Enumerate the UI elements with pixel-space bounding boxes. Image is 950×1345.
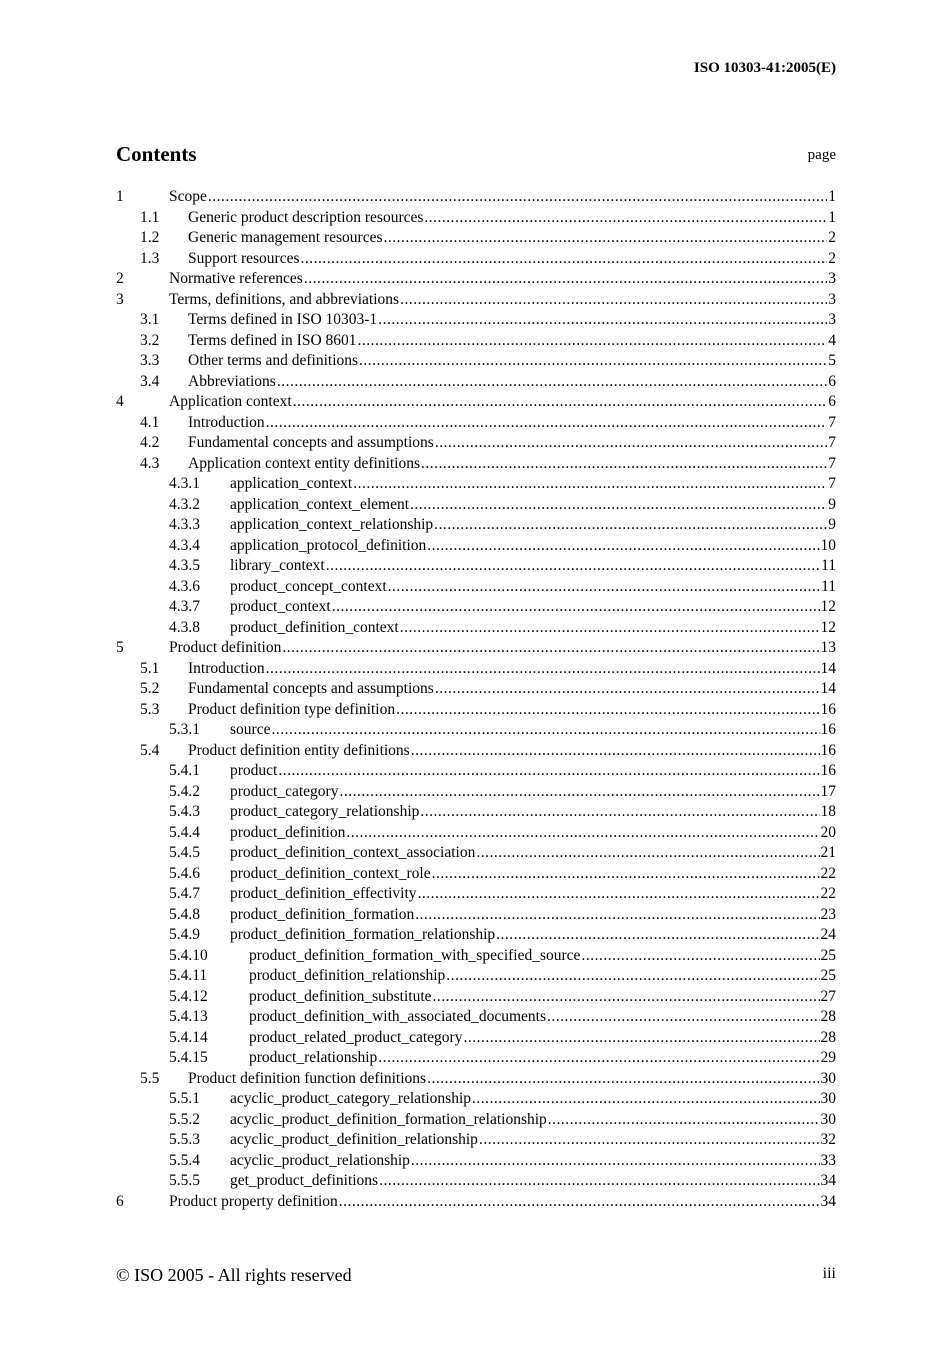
- toc-entry-number: 4.3: [140, 454, 160, 472]
- toc-leader-dots: [446, 966, 819, 987]
- toc-entry-number: 1.1: [140, 208, 160, 226]
- toc-leader-dots: [433, 987, 820, 1008]
- toc-entry-page: 24: [820, 926, 836, 943]
- toc-leader-dots: [378, 310, 827, 331]
- toc-entry-title: Other terms and definitions: [188, 352, 359, 369]
- toc-entry-page: 6: [828, 393, 836, 410]
- toc-entry-title: Product definition: [169, 639, 282, 656]
- toc-entry-page: 9: [828, 516, 836, 533]
- toc-leader-dots: [271, 720, 819, 741]
- toc-entry[interactable]: [116, 925, 836, 946]
- toc-entry[interactable]: [116, 556, 836, 577]
- toc-entry-number: 5.4.2: [169, 782, 200, 800]
- toc-entry-page: 1: [828, 188, 836, 205]
- toc-entry[interactable]: [116, 187, 836, 208]
- toc-entry-page: 18: [820, 803, 836, 820]
- toc-entry-page: 30: [820, 1090, 836, 1107]
- toc-entry-number: 4.3.8: [169, 618, 200, 636]
- toc-entry[interactable]: [116, 269, 836, 290]
- toc-leader-dots: [547, 1007, 819, 1028]
- toc-entry-page: 30: [820, 1110, 836, 1128]
- toc-entry-number: 5.4.12: [169, 987, 208, 1005]
- toc-entry-title: acyclic_product_category_relationship: [230, 1090, 472, 1107]
- toc-entry[interactable]: [116, 946, 836, 967]
- toc-entry-page: 14: [820, 659, 836, 677]
- toc-entry-page: 16: [820, 721, 836, 738]
- toc-entry[interactable]: [116, 372, 836, 393]
- toc-entry[interactable]: [116, 474, 836, 495]
- toc-entry[interactable]: [116, 638, 836, 659]
- toc-entry-number: 4.3.2: [169, 495, 200, 513]
- toc-entry-title: acyclic_product_relationship: [230, 1151, 410, 1169]
- toc-entry-number: 5.4.14: [169, 1028, 208, 1046]
- toc-entry-page: 28: [820, 1028, 836, 1046]
- toc-entry-page: 10: [820, 536, 836, 554]
- toc-leader-dots: [427, 1069, 819, 1090]
- toc-entry-page: 12: [820, 598, 836, 615]
- toc-leader-dots: [415, 905, 819, 926]
- toc-entry-title: product_definition_with_associated_documents: [249, 1008, 547, 1025]
- toc-entry[interactable]: [116, 987, 836, 1008]
- toc-entry-number: 5.1: [140, 659, 160, 677]
- toc-entry[interactable]: [116, 577, 836, 598]
- toc-entry-title: Normative references: [169, 270, 303, 287]
- toc-entry-page: 7: [828, 475, 836, 492]
- toc-leader-dots: [411, 1151, 820, 1172]
- toc-entry[interactable]: [116, 679, 836, 700]
- toc-entry-number: 5.4.10: [169, 946, 208, 964]
- toc-entry-number: 5.5.5: [169, 1172, 200, 1189]
- toc-leader-dots: [266, 413, 828, 434]
- toc-entry-number: 5.5.3: [169, 1131, 200, 1148]
- toc-leader-dots: [400, 618, 820, 639]
- toc-entry-title: Generic management resources: [188, 229, 383, 246]
- toc-entry-title: Application context: [169, 393, 292, 410]
- toc-entry-number: 4.3.1: [169, 475, 200, 492]
- toc-entry[interactable]: [116, 1048, 836, 1069]
- toc-leader-dots: [435, 433, 827, 454]
- toc-leader-dots: [326, 556, 820, 577]
- toc-entry-page: 11: [821, 577, 836, 595]
- toc-entry-title: Introduction: [188, 659, 265, 677]
- toc-entry-page: 9: [828, 495, 836, 513]
- toc-leader-dots: [410, 495, 827, 516]
- toc-entry-title: product_definition_effectivity: [230, 885, 417, 902]
- toc-entry-page: 23: [820, 905, 836, 923]
- toc-entry-page: 4: [828, 331, 836, 349]
- toc-entry-number: 5.3.1: [169, 721, 200, 738]
- toc-entry[interactable]: [116, 331, 836, 352]
- toc-entry[interactable]: [116, 1171, 836, 1192]
- toc-entry-title: acyclic_product_definition_relationship: [230, 1131, 478, 1148]
- toc-entry-number: 4.3.6: [169, 577, 200, 595]
- toc-leader-dots: [435, 679, 820, 700]
- toc-entry[interactable]: [116, 905, 836, 926]
- toc-leader-dots: [472, 1089, 819, 1110]
- toc-leader-dots: [396, 700, 819, 721]
- toc-entry-title: product_definition_context_association: [230, 844, 476, 861]
- toc-entry-title: Terms defined in ISO 8601: [188, 331, 357, 349]
- toc-entry[interactable]: [116, 823, 836, 844]
- toc-entry[interactable]: [116, 536, 836, 557]
- toc-entry-page: 3: [828, 270, 836, 287]
- toc-entry-title: product_definition_formation_with_specified_source: [249, 946, 581, 964]
- page-column-label: page: [807, 147, 836, 163]
- toc-entry-page: 22: [820, 885, 836, 902]
- toc-leader-dots: [388, 577, 820, 598]
- toc-leader-dots: [359, 351, 827, 372]
- toc-leader-dots: [378, 1048, 819, 1069]
- toc-entry-page: 21: [820, 844, 836, 861]
- toc-entry-page: 16: [820, 741, 836, 759]
- toc-entry[interactable]: [116, 1028, 836, 1049]
- toc-entry-number: 1.2: [140, 229, 160, 246]
- toc-entry[interactable]: [116, 1069, 836, 1090]
- toc-entry-page: 14: [820, 680, 836, 697]
- toc-entry-number: 4.2: [140, 434, 160, 451]
- toc-entry-number: 4.3.7: [169, 598, 200, 615]
- toc-entry[interactable]: [116, 351, 836, 372]
- toc-entry-title: source: [230, 721, 271, 738]
- toc-entry-title: application_context_element: [230, 495, 410, 513]
- toc-entry-number: 5.5.1: [169, 1090, 200, 1107]
- toc-entry-page: 32: [820, 1131, 836, 1148]
- toc-entry[interactable]: [116, 310, 836, 331]
- toc-leader-dots: [339, 1192, 820, 1213]
- toc-entry-title: Introduction: [188, 413, 265, 431]
- toc-entry[interactable]: [116, 495, 836, 516]
- toc-leader-dots: [418, 884, 820, 905]
- toc-entry[interactable]: [116, 454, 836, 475]
- toc-entry-page: 22: [820, 864, 836, 882]
- toc-entry-number: 5: [116, 639, 124, 656]
- copyright-notice: © ISO 2005 - All rights reserved: [116, 1265, 352, 1285]
- toc-leader-dots: [476, 843, 819, 864]
- toc-entry-title: product_category: [230, 782, 339, 800]
- toc-entry-title: get_product_definitions: [230, 1172, 379, 1189]
- toc-entry-number: 3.2: [140, 331, 160, 349]
- toc-entry-number: 4.3.4: [169, 536, 200, 554]
- toc-entry-title: product_related_product_category: [249, 1028, 463, 1046]
- toc-entry-title: product_relationship: [249, 1049, 378, 1066]
- toc-entry-page: 7: [828, 454, 836, 472]
- table-of-contents: [116, 187, 836, 1212]
- toc-entry-page: 1: [828, 208, 836, 226]
- toc-leader-dots: [278, 761, 819, 782]
- toc-leader-dots: [424, 208, 827, 229]
- toc-entry-number: 4.3.5: [169, 557, 200, 574]
- toc-entry[interactable]: [116, 208, 836, 229]
- toc-leader-dots: [332, 597, 820, 618]
- toc-entry[interactable]: [116, 700, 836, 721]
- toc-leader-dots: [277, 372, 827, 393]
- toc-entry-page: 33: [820, 1151, 836, 1169]
- toc-leader-dots: [421, 454, 827, 475]
- page-number: iii: [822, 1265, 836, 1282]
- toc-entry-number: 5.4.4: [169, 823, 200, 841]
- toc-entry-number: 5.3: [140, 700, 160, 718]
- toc-leader-dots: [208, 187, 827, 208]
- toc-entry-number: 6: [116, 1192, 124, 1210]
- toc-entry-title: Support resources: [188, 249, 300, 267]
- toc-entry-title: Terms, definitions, and abbreviations: [169, 290, 400, 308]
- toc-entry-number: 5.4.11: [169, 967, 208, 984]
- toc-leader-dots: [384, 228, 828, 249]
- toc-entry-number: 3: [116, 290, 124, 308]
- toc-entry-number: 5.4.3: [169, 803, 200, 820]
- toc-entry-number: 2: [116, 270, 124, 287]
- toc-entry-number: 5.4.7: [169, 885, 200, 902]
- toc-entry-number: 5.4.8: [169, 905, 200, 923]
- toc-entry-number: 5.5.2: [169, 1110, 200, 1128]
- toc-entry-title: Product definition entity definitions: [188, 741, 410, 759]
- toc-entry[interactable]: [116, 1151, 836, 1172]
- toc-entry-number: 5.4: [140, 741, 160, 759]
- toc-entry-title: product_definition_formation: [230, 905, 415, 923]
- toc-entry-page: 7: [828, 434, 836, 451]
- toc-entry-page: 2: [828, 249, 836, 267]
- toc-entry[interactable]: [116, 1089, 836, 1110]
- toc-entry-title: acyclic_product_definition_formation_relationship: [230, 1110, 547, 1128]
- toc-entry-title: Abbreviations: [188, 372, 276, 390]
- toc-entry-title: product_concept_context: [230, 577, 387, 595]
- toc-entry-title: product_definition_context: [230, 618, 399, 636]
- toc-entry-number: 1: [116, 188, 124, 205]
- toc-entry[interactable]: [116, 515, 836, 536]
- toc-entry[interactable]: [116, 1110, 836, 1131]
- toc-entry-number: 5.4.1: [169, 762, 200, 779]
- toc-entry-number: 5.2: [140, 680, 160, 697]
- toc-entry-title: Product definition function definitions: [188, 1069, 427, 1087]
- toc-entry-page: 16: [820, 700, 836, 718]
- toc-entry[interactable]: [116, 597, 836, 618]
- toc-entry-page: 17: [820, 782, 836, 800]
- toc-entry-number: 5.4.6: [169, 864, 200, 882]
- toc-leader-dots: [346, 823, 819, 844]
- toc-leader-dots: [282, 638, 819, 659]
- toc-entry[interactable]: [116, 966, 836, 987]
- toc-entry-title: Generic product description resources: [188, 208, 424, 226]
- toc-entry-title: product_category_relationship: [230, 803, 420, 820]
- toc-entry-title: Product property definition: [169, 1192, 338, 1210]
- toc-entry[interactable]: [116, 413, 836, 434]
- toc-leader-dots: [339, 782, 819, 803]
- toc-entry-title: application_context_relationship: [230, 516, 434, 533]
- toc-entry-title: application_protocol_definition: [230, 536, 427, 554]
- toc-entry[interactable]: [116, 392, 836, 413]
- toc-entry-page: 25: [820, 946, 836, 964]
- toc-leader-dots: [496, 925, 819, 946]
- toc-entry[interactable]: [116, 884, 836, 905]
- toc-leader-dots: [379, 1171, 819, 1192]
- toc-entry-page: 11: [821, 557, 836, 574]
- toc-entry-page: 20: [820, 823, 836, 841]
- toc-entry-page: 5: [828, 352, 836, 369]
- toc-entry[interactable]: [116, 1192, 836, 1213]
- toc-entry[interactable]: [116, 761, 836, 782]
- toc-entry-title: product_context: [230, 598, 331, 615]
- toc-entry-page: 3: [828, 290, 836, 308]
- toc-entry-title: product: [230, 762, 278, 779]
- toc-leader-dots: [400, 290, 827, 311]
- toc-leader-dots: [304, 269, 827, 290]
- toc-entry-title: product_definition_formation_relationship: [230, 926, 496, 943]
- toc-leader-dots: [427, 536, 819, 557]
- toc-leader-dots: [432, 864, 820, 885]
- toc-leader-dots: [266, 659, 820, 680]
- document-id: ISO 10303-41:2005(E): [693, 60, 836, 76]
- toc-leader-dots: [353, 474, 827, 495]
- page-title: Contents: [116, 142, 197, 166]
- toc-entry-page: 34: [820, 1172, 836, 1189]
- toc-entry[interactable]: [116, 249, 836, 270]
- toc-leader-dots: [463, 1028, 819, 1049]
- toc-entry-number: 4: [116, 393, 124, 410]
- toc-entry-page: 16: [820, 762, 836, 779]
- toc-entry-title: Fundamental concepts and assumptions: [188, 434, 434, 451]
- toc-entry-title: application_context: [230, 475, 353, 492]
- toc-entry-number: 5.5.4: [169, 1151, 200, 1169]
- toc-entry-title: product_definition: [230, 823, 346, 841]
- toc-entry-page: 6: [828, 372, 836, 390]
- toc-entry-title: product_definition_context_role: [230, 864, 431, 882]
- toc-entry-title: Terms defined in ISO 10303-1: [188, 311, 378, 328]
- toc-entry-title: Product definition type definition: [188, 700, 396, 718]
- toc-entry-title: library_context: [230, 557, 325, 574]
- toc-entry[interactable]: [116, 618, 836, 639]
- toc-entry-number: 5.4.15: [169, 1049, 208, 1066]
- toc-entry-title: product_definition_substitute: [249, 987, 432, 1005]
- toc-entry-number: 3.1: [140, 311, 160, 328]
- toc-leader-dots: [411, 741, 820, 762]
- toc-entry[interactable]: [116, 802, 836, 823]
- toc-entry[interactable]: [116, 659, 836, 680]
- toc-leader-dots: [358, 331, 828, 352]
- toc-entry-number: 4.1: [140, 413, 160, 431]
- toc-leader-dots: [581, 946, 819, 967]
- toc-leader-dots: [479, 1130, 820, 1151]
- toc-entry[interactable]: [116, 843, 836, 864]
- toc-leader-dots: [301, 249, 828, 270]
- toc-entry-page: 34: [820, 1192, 836, 1210]
- toc-entry[interactable]: [116, 433, 836, 454]
- toc-entry-title: Scope: [169, 188, 207, 205]
- toc-entry-number: 1.3: [140, 249, 160, 267]
- toc-entry-page: 3: [828, 311, 836, 328]
- toc-entry[interactable]: [116, 782, 836, 803]
- toc-leader-dots: [434, 515, 827, 536]
- toc-entry-number: 5.4.9: [169, 926, 200, 943]
- toc-entry-page: 7: [828, 413, 836, 431]
- toc-entry[interactable]: [116, 228, 836, 249]
- toc-entry-page: 2: [828, 229, 836, 246]
- toc-leader-dots: [293, 392, 828, 413]
- toc-entry-number: 3.4: [140, 372, 160, 390]
- toc-entry-title: product_definition_relationship: [249, 967, 446, 984]
- toc-entry-number: 5.4.5: [169, 844, 200, 861]
- toc-entry-page: 30: [820, 1069, 836, 1087]
- toc-entry-page: 27: [820, 987, 836, 1005]
- toc-entry-page: 25: [820, 967, 836, 984]
- toc-entry-page: 28: [820, 1008, 836, 1025]
- toc-entry-number: 5.5: [140, 1069, 160, 1087]
- toc-entry[interactable]: [116, 720, 836, 741]
- toc-entry-title: Fundamental concepts and assumptions: [188, 680, 434, 697]
- toc-entry[interactable]: [116, 1130, 836, 1151]
- toc-leader-dots: [420, 802, 819, 823]
- toc-entry[interactable]: [116, 290, 836, 311]
- toc-entry-page: 13: [820, 639, 836, 656]
- toc-entry-page: 29: [820, 1049, 836, 1066]
- toc-entry-title: Application context entity definitions: [188, 454, 421, 472]
- toc-entry[interactable]: [116, 864, 836, 885]
- toc-entry[interactable]: [116, 741, 836, 762]
- toc-leader-dots: [548, 1110, 820, 1131]
- toc-entry-number: 3.3: [140, 352, 160, 369]
- toc-entry-number: 5.4.13: [169, 1008, 208, 1025]
- toc-entry-page: 12: [820, 618, 836, 636]
- toc-entry[interactable]: [116, 1007, 836, 1028]
- toc-entry-number: 4.3.3: [169, 516, 200, 533]
